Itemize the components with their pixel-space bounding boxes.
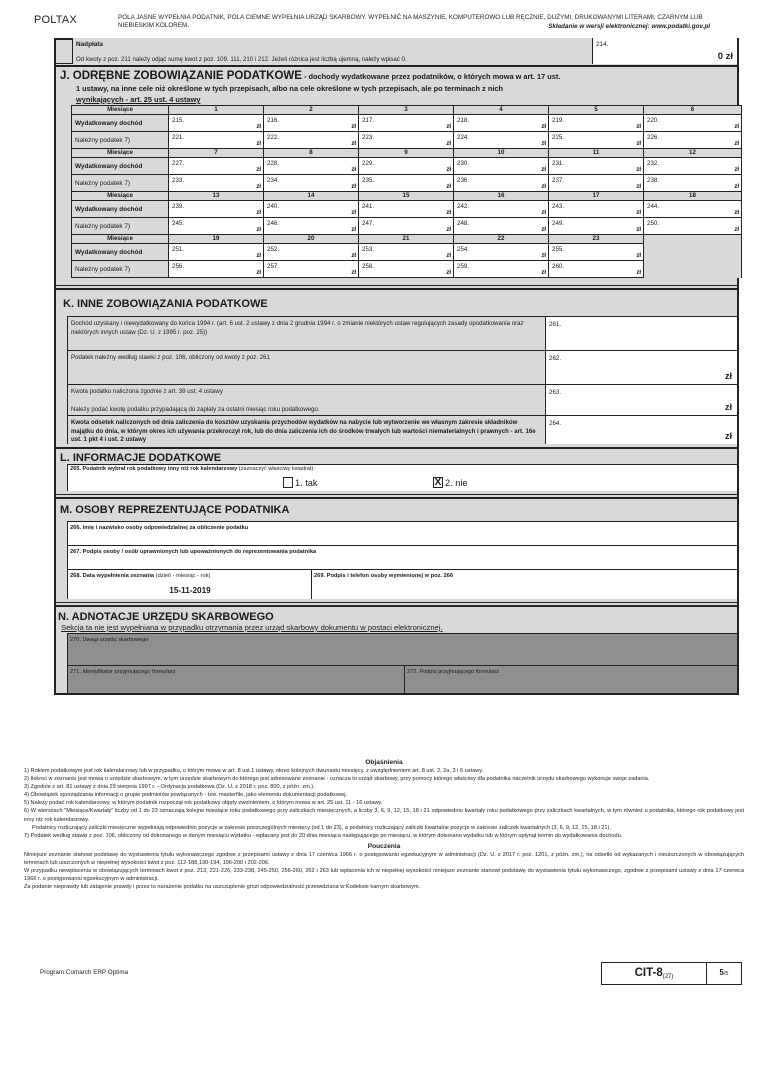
- field-number: 260.: [552, 263, 565, 270]
- section-j-title: J. ODRĘBNE ZOBOWIĄZANIE PODATKOWE - dochody wydatkowane przez podatników, o których mowa w art. 17 ust.: [60, 70, 561, 82]
- field-number: 254.: [457, 246, 470, 253]
- month-number: 10: [454, 149, 549, 158]
- currency-label: zł: [541, 141, 546, 147]
- currency-label: zł: [256, 184, 261, 190]
- currency-label: zł: [351, 124, 356, 130]
- currency-label: zł: [541, 167, 546, 173]
- month-number: 9: [359, 149, 454, 158]
- months-label: Miesiące: [72, 235, 169, 244]
- field-242[interactable]: [454, 201, 549, 218]
- program-name: Program Comarch ERP Optima: [40, 969, 129, 976]
- months-header-row: [72, 149, 742, 158]
- form-frame: [54, 38, 739, 695]
- field-268[interactable]: [68, 570, 312, 599]
- field-235[interactable]: [359, 175, 454, 192]
- field-number: 226.: [647, 134, 660, 141]
- option-tak[interactable]: [283, 477, 317, 488]
- field-number: 230.: [457, 160, 470, 167]
- field-255[interactable]: [549, 244, 644, 261]
- field-250[interactable]: [644, 218, 742, 235]
- field-270-label: 270. Uwagi urzędu skarbowego: [70, 637, 149, 643]
- month-number: 15: [359, 192, 454, 201]
- currency-label: zł: [734, 184, 739, 190]
- field-226[interactable]: [644, 132, 742, 149]
- month-number: 12: [644, 149, 742, 158]
- row-label-tax: Należny podatek 7): [72, 218, 169, 235]
- tax-row: [72, 132, 742, 149]
- field-248[interactable]: [454, 218, 549, 235]
- field-number: 225.: [552, 134, 565, 141]
- month-number: 1: [169, 106, 264, 115]
- currency-label: zł: [256, 210, 261, 216]
- field-number: 215.: [172, 117, 185, 124]
- field-number: 252.: [267, 246, 280, 253]
- field-266[interactable]: [67, 521, 737, 545]
- currency-label: zł: [446, 141, 451, 147]
- field-252[interactable]: [264, 244, 359, 261]
- field-257[interactable]: [264, 261, 359, 278]
- field-246[interactable]: [264, 218, 359, 235]
- option-nie-label: 2. nie: [445, 477, 468, 488]
- field-266-label: 266. Imię i nazwisko osoby odpowiedzialnej za obliczenie podatku: [70, 525, 249, 531]
- warning-3: Za podanie nieprawdy lub zatajenie prawdy i przez to narażenie podatku na uszczuplenie grozi odpowiedzialność przewidziana w Kodeksie karnym skarbowym.: [24, 884, 421, 891]
- field-254[interactable]: [454, 244, 549, 261]
- field-number: 234.: [267, 177, 280, 184]
- field-222[interactable]: [264, 132, 359, 149]
- note-3: 3) Zgodnie z art. 81 ustawy z dnia 29 sierpnia 1997 r. - Ordynacja podatkowa (Dz. U. z 2018 r. poz. 800, z późn. zm.).: [24, 784, 315, 791]
- currency-label: zł: [446, 124, 451, 130]
- section-j-desc-1: 1 ustawy, na inne cele niż określone w tych przepisach, albo na cele określone w tych przepisach, ale po terminach z nich: [76, 84, 504, 93]
- overpayment-desc: Od kwoty z poz. 211 należy odjąć sumę kwot z poz. 109, 111, 210 i 212. Jeżeli różnica jest liczbą ujemną, należy wpisać 0.: [76, 56, 407, 63]
- field-number: 248.: [457, 220, 470, 227]
- field-number: 247.: [362, 220, 375, 227]
- electronic-submission-note: Składanie w wersji elektronicznej: www.podatki.gov.pl: [548, 23, 710, 30]
- section-j-desc-2: wynikających - art. 25 ust. 4 ustawy: [76, 95, 201, 104]
- section-m-title: M. OSOBY REPREZENTUJĄCE PODATNIKA: [60, 504, 290, 516]
- month-number: 7: [169, 149, 264, 158]
- months-header-row: [72, 235, 742, 244]
- field-270: [67, 633, 737, 665]
- field-number: 249.: [552, 220, 565, 227]
- field-number: 220.: [647, 117, 660, 124]
- brand-poltax: POLTAX: [34, 14, 77, 26]
- form-code: CIT-$8_{(27)}$: [602, 963, 707, 984]
- row-263: [67, 384, 737, 415]
- note-2: 2) Ilekroć w zeznaniu jest mowa o urzędzie skarbowym, w tym urzędzie skarbowym do którego jest adresowane zeznanie - oznacza to urząd skarbowy, przy pomocy którego właściwy dla podatnika naczelnik urzędu skarbowego wykonuje swoje zadania.: [24, 776, 650, 783]
- months-label: Miesiące: [72, 192, 169, 201]
- currency-label: zł: [351, 141, 356, 147]
- field-number: 243.: [552, 203, 565, 210]
- empty-cell: [644, 235, 742, 278]
- month-number: 8: [264, 149, 359, 158]
- field-number: 239.: [172, 203, 185, 210]
- income-row: [72, 244, 742, 261]
- row-label-income: Wydatkowany dochód: [72, 158, 169, 175]
- field-number: 223.: [362, 134, 375, 141]
- note-6: 6) W wierszach "Miesiące/Kwartały" liczby od 1 do 23 oznaczają kolejne miesiące roku podatkowego przy zaliczkach miesięcznych, a liczby 3, 6, 9, 12, 15, 18 i 21 odpowiednio kwartały roku podatkowego przy zaliczkach kwartalnych, w tym również u podatnika, którego rok podatkowy jest inny niż rok kalendarzowy.: [24, 808, 744, 823]
- currency-label: zł: [446, 227, 451, 233]
- currency-label: zł: [256, 141, 261, 147]
- field-219[interactable]: [549, 115, 644, 132]
- field-272: 272. Podpis przyjmującego formularz: [407, 669, 500, 675]
- row-label-tax: Należny podatek 7): [72, 175, 169, 192]
- field-265: [67, 464, 737, 491]
- month-number: 16: [454, 192, 549, 201]
- currency-label: zł: [734, 210, 739, 216]
- currency-label: zł: [446, 253, 451, 259]
- month-number: 21: [359, 235, 454, 244]
- row-label-income: Wydatkowany dochód: [72, 201, 169, 218]
- field-231[interactable]: [549, 158, 644, 175]
- currency-label: zł: [351, 270, 356, 276]
- row-label-tax: Należny podatek 7): [72, 132, 169, 149]
- month-number: 11: [549, 149, 644, 158]
- field-245[interactable]: [169, 218, 264, 235]
- field-264[interactable]: 264. zł: [546, 416, 737, 444]
- warnings-heading: Pouczenia: [367, 842, 401, 850]
- currency-label: zł: [446, 167, 451, 173]
- field-number: 245.: [172, 220, 185, 227]
- field-number: 216.: [267, 117, 280, 124]
- field-268-label: 268. Data wypełnienia zeznania (dzień - miesiąc - rok): [70, 573, 211, 579]
- currency-label: zł: [351, 227, 356, 233]
- section-n: [56, 605, 737, 693]
- row-262: [67, 350, 737, 384]
- tax-row: [72, 218, 742, 235]
- field-243[interactable]: [549, 201, 644, 218]
- field-234[interactable]: [264, 175, 359, 192]
- month-number: 18: [644, 192, 742, 201]
- note-7: 7) Podatek według stawki z poz. 106, obliczony od dokonanego w danym miesiącu wydatku - wpłacany jest do 20 dnia miesiąca następującego po miesiącu, w którym dokonano wydatku lub w którym upłynął termin do wydatkowania dochodu.: [24, 832, 623, 839]
- currency-label: zł: [256, 253, 261, 259]
- field-number: 241.: [362, 203, 375, 210]
- row-268-269: [67, 569, 737, 599]
- field-number: 251.: [172, 246, 185, 253]
- field-number: 231.: [552, 160, 565, 167]
- currency-label: zł: [541, 124, 546, 130]
- checkbox-nie-checked[interactable]: X: [434, 477, 442, 488]
- field-262-label: Podatek należny według stawki z poz. 106, obliczony od kwoty z poz. 261: [68, 351, 546, 384]
- field-259[interactable]: [454, 261, 549, 278]
- field-263-note: Należy podać kwotę podatku przypadającą do zapłaty za ostatni miesiąc roku podatkowego.: [71, 405, 320, 413]
- field-260[interactable]: [549, 261, 644, 278]
- field-number: 240.: [267, 203, 280, 210]
- note-5: 5) Należy podać rok kalendarzowy, w którym podatnik rozpoczął rok podatkowy objęty zwolnieniem, o którym mowa w art. 25 ust. 11 - 16 ustawy.: [24, 800, 383, 807]
- section-k-title: K. INNE ZOBOWIĄZANIA PODATKOWE: [63, 298, 268, 310]
- currency-label: zł: [636, 227, 641, 233]
- field-number: 233.: [172, 177, 185, 184]
- currency-label: zł: [256, 227, 261, 233]
- field-number: 217.: [362, 117, 375, 124]
- field-number: 242.: [457, 203, 470, 210]
- field-258[interactable]: [359, 261, 454, 278]
- months-header-row: [72, 106, 742, 115]
- tax-row: [72, 261, 742, 278]
- month-number: 2: [264, 106, 359, 115]
- page-number: 5/5: [719, 968, 729, 977]
- currency-label: zł: [541, 227, 546, 233]
- explanations-heading: Objaśnienia: [365, 759, 403, 766]
- field-269-label: 269. Podpis i telefon osoby wymienionej w poz. 266: [314, 573, 454, 579]
- field-number: 259.: [457, 263, 470, 270]
- field-number: 235.: [362, 177, 375, 184]
- currency-label: zł: [541, 184, 546, 190]
- page-header: [0, 0, 764, 38]
- field-247[interactable]: [359, 218, 454, 235]
- warning-1: Niniejsze zeznanie stanowi podstawę do wystawienia tytułu wykonawczego zgodnie z przepisami ustawy z dnia 17 czerwca 1966 r. o postępowaniu egzekucyjnym w administracji (Dz. U. z 2017 r. poz. 1201, z późn. zm.), na odsetki od wykazanych i nieuiszczonych w obowiązujących terminach lub uiszczonych w niepełnej wysokości kwot z poz. 112-188,190-194, 196-200 i 202-206.: [24, 851, 744, 866]
- currency-label: zł: [351, 184, 356, 190]
- currency-label: zł: [734, 124, 739, 130]
- form-id-box: [601, 962, 742, 985]
- field-number: 221.: [172, 134, 185, 141]
- field-number: 238.: [647, 177, 660, 184]
- field-228[interactable]: [264, 158, 359, 175]
- section-n-subtitle: Sekcja ta nie jest wypełniana w przypadku otrzymania przez urząd skarbowy dokumentu w postaci elektronicznej.: [61, 623, 443, 632]
- field-number: 232.: [647, 160, 660, 167]
- section-l-title: L. INFORMACJE DODATKOWE: [60, 452, 222, 464]
- field-216[interactable]: [264, 115, 359, 132]
- field-233[interactable]: [169, 175, 264, 192]
- note-6-cont: Podatnicy rozliczający zaliczki miesięczne wypełniają odpowiednio pozycje w zakresie poszczególnych miesięcy (od 1 do 23), a podatnicy rozliczający zaliczki kwartalne pozycje w zakresie zaliczek kwartalnych (3, 6, 9, 12, 15, 18 i 21).: [32, 824, 611, 831]
- overpayment-label-cell: [72, 38, 593, 64]
- option-nie[interactable]: [433, 477, 467, 488]
- field-229[interactable]: [359, 158, 454, 175]
- field-number: 246.: [267, 220, 280, 227]
- field-265-question: 265. Podatnik wybrał rok podatkowy inny niż rok kalendarzowy (zaznaczyć właściwy kwadrat):: [70, 466, 315, 472]
- field-number: 218.: [457, 117, 470, 124]
- currency-label: zł: [636, 124, 641, 130]
- field-number: 229.: [362, 160, 375, 167]
- currency-label: zł: [256, 167, 261, 173]
- field-218[interactable]: [454, 115, 549, 132]
- field-239[interactable]: [169, 201, 264, 218]
- months-label: Miesiące: [72, 106, 169, 115]
- field-263-label: Kwota podatku naliczona zgodnie z art. 39 ust. 4 ustawy Należy podać kwotę podatku przypadającą do zapłaty za ostatni miesiąc roku podatkowego.: [68, 385, 546, 415]
- field-215[interactable]: [169, 115, 264, 132]
- months-label: Miesiące: [72, 149, 169, 158]
- field-230[interactable]: [454, 158, 549, 175]
- currency-label: zł: [636, 141, 641, 147]
- field-267[interactable]: [67, 545, 737, 569]
- month-number: 17: [549, 192, 644, 201]
- field-261-label: Dochód uzyskany i niewydatkowany do końca 1994 r. (art. 6 ust. 2 ustawy z dnia 2 grudnia 1994 r. o zmianie niektórych ustaw regulujących zasady opodatkowania oraz niektórych innych ustaw (Dz. U. z 1995 r. poz. 25)): [68, 317, 546, 350]
- section-j: [56, 67, 737, 282]
- month-number: 13: [169, 192, 264, 201]
- field-224[interactable]: [454, 132, 549, 149]
- field-number: 222.: [267, 134, 280, 141]
- field-263[interactable]: 263. zł: [546, 385, 737, 415]
- currency-label: zł: [734, 227, 739, 233]
- field-261[interactable]: 261.: [546, 317, 737, 350]
- field-number: 236.: [457, 177, 470, 184]
- checkbox-tak[interactable]: [283, 477, 293, 488]
- section-l: [56, 447, 737, 491]
- currency-label: zł: [636, 253, 641, 259]
- months-header-row: [72, 192, 742, 201]
- note-1: 1) Rokiem podatkowym jest rok kalendarzowy lub w przypadku, o którym mowa w art. 8 ust.1 ustawy, okres kolejnych dwunastu miesięcy, z uwzględnieniem art. 8 ust. 2, 2a, 3 i 6 ustawy.: [24, 768, 484, 774]
- field-number: 237.: [552, 177, 565, 184]
- field-number: 258.: [362, 263, 375, 270]
- overpayment-label: Nadpłata: [76, 41, 103, 48]
- currency-label: zł: [636, 270, 641, 276]
- field-number: 250.: [647, 220, 660, 227]
- warning-2: W przypadku niewpłacenia w obowiązujących terminach kwot z poz. 213, 221-226, 233-238, 245-250, 256-260, 262 i 263 lub wpłacenia ich w niepełnej wysokości niniejsze zeznanie stanowi podstawę do wystawienia tytułu wykonawczego, zgodnie z przepisami ustawy z dnia 17 czerwca 1966 r. o postępowaniu egzekucyjnym w administracji.: [24, 868, 744, 883]
- row-label-tax: Należny podatek 7): [72, 261, 169, 278]
- fill-instruction: POLA JASNE WYPEŁNIA PODATNIK, POLA CIEMNE WYPEŁNIA URZĄD SKARBOWY. WYPEŁNIĆ NA MASZYNIE, KOMPUTEROWO LUB RĘCZNIE, DUŻYMI, DRUKOWANYMI LITERAMI, CZARNYM LUB NIEBIESKIM KOLOREM.: [118, 14, 703, 29]
- currency-label: zł: [541, 253, 546, 259]
- month-number: 5: [549, 106, 644, 115]
- tax-row: [72, 175, 742, 192]
- field-237[interactable]: [549, 175, 644, 192]
- option-tak-label: 1. tak: [295, 477, 318, 488]
- field-number: 227.: [172, 160, 185, 167]
- field-244[interactable]: [644, 201, 742, 218]
- field-220[interactable]: [644, 115, 742, 132]
- field-253[interactable]: [359, 244, 454, 261]
- currency-label: zł: [256, 270, 261, 276]
- currency-label: zł: [446, 210, 451, 216]
- field-251[interactable]: [169, 244, 264, 261]
- field-232[interactable]: [644, 158, 742, 175]
- currency-label: zł: [446, 184, 451, 190]
- month-number: 6: [644, 106, 742, 115]
- field-number: 244.: [647, 203, 660, 210]
- currency-label: zł: [541, 210, 546, 216]
- field-number: 257.: [267, 263, 280, 270]
- field-271: 271. Identyfikator przyjmującego formularz: [68, 666, 405, 693]
- monthly-liability-table: [71, 105, 742, 278]
- month-number: 19: [169, 235, 264, 244]
- currency-label: zł: [636, 167, 641, 173]
- currency-label: zł: [636, 184, 641, 190]
- currency-label: zł: [351, 167, 356, 173]
- currency-label: zł: [636, 210, 641, 216]
- income-row: [72, 201, 742, 218]
- field-217[interactable]: [359, 115, 454, 132]
- field-number: 224.: [457, 134, 470, 141]
- field-264-label: Kwota odsetek naliczonych od dnia zaliczenia do kosztów uzyskania przychodów wydatków na nabycie lub wytworzenie we własnym zakresie składników majątku do dnia, w którym okres ich używania przekroczył rok, lub do dnia zaliczenia ich do środków trwałych lub wartości niematerialnych i prawnych - art. 16e ust. 1 pkt 4 i ust. 2 ustawy: [68, 416, 546, 444]
- field-236[interactable]: [454, 175, 549, 192]
- section-n-title: N. ADNOTACJE URZĘDU SKARBOWEGO: [58, 611, 274, 623]
- section-m: [56, 497, 737, 599]
- row-label-income: Wydatkowany dochód: [72, 115, 169, 132]
- field-225[interactable]: [549, 132, 644, 149]
- filing-date-value: 15-11-2019: [169, 586, 211, 595]
- field-262[interactable]: 262. zł: [546, 351, 737, 384]
- row-264: [67, 415, 737, 444]
- field-238[interactable]: [644, 175, 742, 192]
- currency-label: zł: [256, 124, 261, 130]
- row-271-272: [67, 665, 737, 693]
- note-4: 4) Obowiązek sporządzania informacji o grupie podmiotów powiązanych - tzw. masterfile, jako elementu dokumentacji podatkowej.: [24, 792, 348, 799]
- field-number: 228.: [267, 160, 280, 167]
- month-number: 14: [264, 192, 359, 201]
- field-number: 219.: [552, 117, 565, 124]
- currency-label: zł: [734, 141, 739, 147]
- field-256[interactable]: [169, 261, 264, 278]
- row-label-income: Wydatkowany dochód: [72, 244, 169, 261]
- field-223[interactable]: [359, 132, 454, 149]
- field-number: 255.: [552, 246, 565, 253]
- income-row: [72, 115, 742, 132]
- currency-label: zł: [351, 210, 356, 216]
- month-number: 22: [454, 235, 549, 244]
- field-number: 214.: [596, 41, 609, 48]
- field-214-value: 0 zł: [717, 51, 733, 62]
- field-227[interactable]: [169, 158, 264, 175]
- currency-label: zł: [351, 253, 356, 259]
- field-240[interactable]: [264, 201, 359, 218]
- field-269[interactable]: [312, 570, 737, 599]
- income-row: [72, 158, 742, 175]
- currency-label: zł: [734, 167, 739, 173]
- field-214[interactable]: [593, 38, 737, 64]
- field-number: 256.: [172, 263, 185, 270]
- currency-label: zł: [541, 270, 546, 276]
- field-241[interactable]: [359, 201, 454, 218]
- section-k: [56, 288, 737, 444]
- overpayment-row: [56, 38, 737, 64]
- row-261: [67, 316, 737, 350]
- month-number: 4: [454, 106, 549, 115]
- field-267-label: 267. Podpis osoby / osób uprawnionych lub upoważnionych do reprezentowania podatnika: [70, 549, 317, 555]
- currency-label: zł: [446, 270, 451, 276]
- month-number: 23: [549, 235, 644, 244]
- field-249[interactable]: [549, 218, 644, 235]
- explanations: [24, 758, 744, 891]
- month-number: 20: [264, 235, 359, 244]
- field-221[interactable]: [169, 132, 264, 149]
- field-number: 253.: [362, 246, 375, 253]
- month-number: 3: [359, 106, 454, 115]
